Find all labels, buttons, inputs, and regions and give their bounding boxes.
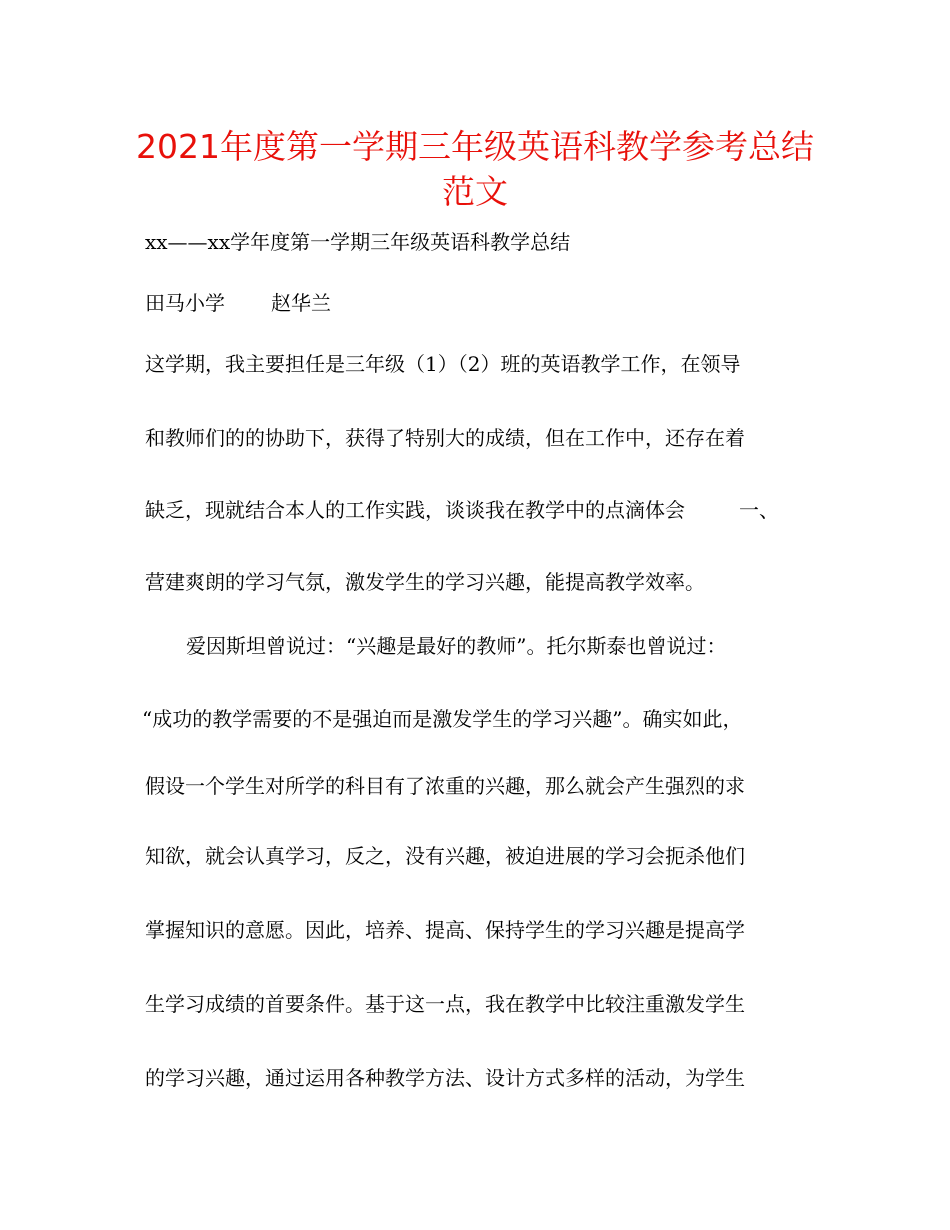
body-line bbox=[145, 497, 779, 523]
school-name: 田马小学 bbox=[145, 291, 225, 315]
document-title-line1: 2021年度第一学期三年级英语科教学参考总结 bbox=[136, 127, 814, 166]
body-line: “成功的教学需要的不是强迫而是激发学生的学习兴趣”。确实如此， bbox=[142, 707, 743, 731]
body-line-text: 缺乏，现就结合本人的工作实践，谈谈我在教学中的点滴体会 bbox=[145, 498, 685, 522]
section-number: 一、 bbox=[739, 498, 779, 522]
body-line: 知欲，就会认真学习，反之，没有兴趣，被迫进展的学习会扼杀他们 bbox=[145, 844, 745, 868]
body-line: 掌握知识的意愿。因此，培养、提高、保持学生的学习兴趣是提高学 bbox=[145, 918, 745, 942]
section-heading: 营建爽朗的学习气氛，激发学生的学习兴趣，能提高教学效率。 bbox=[145, 570, 705, 594]
author-name: 赵华兰 bbox=[271, 291, 331, 315]
body-line: 爱因斯坦曾说过：“兴趣是最好的教师”。托尔斯泰也曾说过： bbox=[186, 634, 727, 658]
body-line: 假设一个学生对所学的科目有了浓重的兴趣，那么就会产生强烈的求 bbox=[145, 774, 745, 798]
body-line: 的学习兴趣，通过运用各种教学方法、设计方式多样的活动，为学生 bbox=[145, 1066, 745, 1090]
document-title-line2: 范文 bbox=[442, 172, 508, 211]
document-subtitle: xx——xx学年度第一学期三年级英语科教学总结 bbox=[145, 230, 571, 254]
body-line: 和教师们的的协助下，获得了特别大的成绩，但在工作中，还存在着 bbox=[145, 426, 745, 450]
body-line: 这学期，我主要担任是三年级（1）（2）班的英语教学工作，在领导 bbox=[145, 352, 741, 376]
author-line bbox=[145, 290, 331, 316]
body-line: 生学习成绩的首要条件。基于这一点，我在教学中比较注重激发学生 bbox=[145, 992, 745, 1016]
